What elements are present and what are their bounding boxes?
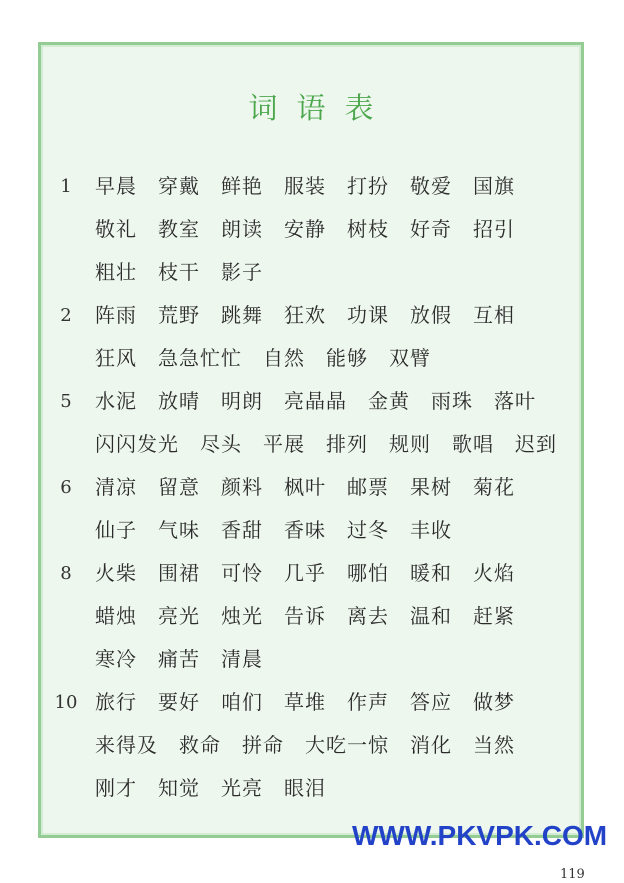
lesson-number: 1 [60, 176, 72, 197]
vocab-word: 打扮 [347, 174, 389, 198]
vocab-word: 树枝 [347, 217, 389, 241]
vocab-word: 招引 [473, 217, 515, 241]
vocab-word: 光亮 [221, 776, 263, 800]
vocab-word: 烛光 [221, 604, 263, 628]
vocab-word: 消化 [410, 733, 452, 757]
vocab-word: 服装 [284, 174, 326, 198]
vocab-word: 火柴 [95, 561, 137, 585]
vocab-word: 教室 [158, 217, 200, 241]
vocab-word: 规则 [389, 432, 431, 456]
vocab-word: 粗壮 [95, 260, 137, 284]
vocab-row [41, 251, 581, 294]
vocab-word: 告诉 [284, 604, 326, 628]
vocab-word: 果树 [410, 475, 452, 499]
page-number: 119 [560, 867, 585, 882]
vocab-word: 早晨 [95, 174, 137, 198]
vocab-word: 香味 [284, 518, 326, 542]
vocab-word: 功课 [347, 303, 389, 327]
lesson-number: 8 [60, 563, 72, 584]
vocab-row [41, 466, 581, 509]
vocab-word: 敬爱 [410, 174, 452, 198]
lesson-group-2 [41, 294, 581, 380]
lesson-group-10 [41, 681, 581, 810]
vocab-word: 留意 [158, 475, 200, 499]
vocab-word: 双臂 [389, 346, 431, 370]
vocab-row [41, 380, 581, 423]
vocab-word: 国旗 [473, 174, 515, 198]
vocab-word: 亮晶晶 [284, 389, 347, 413]
vocab-word: 知觉 [158, 776, 200, 800]
vocab-word: 温和 [410, 604, 452, 628]
vocab-word: 急急忙忙 [158, 346, 242, 370]
vocab-word: 暖和 [410, 561, 452, 585]
page-title: 词语表 [248, 91, 393, 125]
vocab-word: 几乎 [284, 561, 326, 585]
site-watermark: WWW.PKVPK.COM [352, 820, 608, 851]
vocab-word: 阵雨 [95, 303, 137, 327]
lesson-number: 10 [54, 692, 78, 713]
lesson-group-5 [41, 380, 581, 466]
vocab-word: 清晨 [221, 647, 263, 671]
vocab-row [41, 294, 581, 337]
vocab-word: 围裙 [158, 561, 200, 585]
vocab-word: 答应 [410, 690, 452, 714]
vocab-word: 尽头 [200, 432, 242, 456]
vocab-word: 排列 [326, 432, 368, 456]
vocab-word: 迟到 [515, 432, 557, 456]
lesson-group-6 [41, 466, 581, 552]
vocab-word: 痛苦 [158, 647, 200, 671]
vocab-word: 寒冷 [95, 647, 137, 671]
vocab-word: 雨珠 [431, 389, 473, 413]
vocab-row [41, 337, 581, 380]
vocab-row [41, 638, 581, 681]
vocab-word: 蜡烛 [95, 604, 137, 628]
vocab-word: 跳舞 [221, 303, 263, 327]
vocab-word: 朗读 [221, 217, 263, 241]
lesson-number: 5 [60, 391, 72, 412]
vocab-row [41, 552, 581, 595]
vocab-word: 赶紧 [473, 604, 515, 628]
vocab-word: 作声 [347, 690, 389, 714]
vocab-word: 狂欢 [284, 303, 326, 327]
lesson-number: 6 [60, 477, 72, 498]
vocab-word: 亮光 [158, 604, 200, 628]
vocab-word: 狂风 [95, 346, 137, 370]
lesson-group-8 [41, 552, 581, 681]
vocab-word: 敬礼 [95, 217, 137, 241]
vocab-word: 互相 [473, 303, 515, 327]
vocab-row [41, 595, 581, 638]
vocab-word: 平展 [263, 432, 305, 456]
vocab-word: 旅行 [95, 690, 137, 714]
vocab-row [41, 423, 581, 466]
vocab-word: 刚才 [95, 776, 137, 800]
vocab-word: 荒野 [158, 303, 200, 327]
vocab-word: 放晴 [158, 389, 200, 413]
vocab-word: 歌唱 [452, 432, 494, 456]
vocab-word: 仙子 [95, 518, 137, 542]
vocab-row [41, 509, 581, 552]
vocab-word: 金黄 [368, 389, 410, 413]
vocab-word: 丰收 [410, 518, 452, 542]
vocab-word: 离去 [347, 604, 389, 628]
vocab-word: 香甜 [221, 518, 263, 542]
vocab-word: 当然 [473, 733, 515, 757]
vocab-row [41, 165, 581, 208]
vocab-word: 清凉 [95, 475, 137, 499]
vocab-word: 气味 [158, 518, 200, 542]
vocab-word: 水泥 [95, 389, 137, 413]
vocab-word: 自然 [263, 346, 305, 370]
vocab-word: 闪闪发光 [95, 432, 179, 456]
vocab-word: 哪怕 [347, 561, 389, 585]
vocab-word: 要好 [158, 690, 200, 714]
vocab-row [41, 208, 581, 251]
word-list [41, 165, 581, 810]
vocab-word: 救命 [179, 733, 221, 757]
vocab-word: 枫叶 [284, 475, 326, 499]
vocab-word: 咱们 [221, 690, 263, 714]
vocab-word: 拼命 [242, 733, 284, 757]
vocab-word: 影子 [221, 260, 263, 284]
vocab-word: 菊花 [473, 475, 515, 499]
vocab-word: 过冬 [347, 518, 389, 542]
vocab-word: 眼泪 [284, 776, 326, 800]
vocab-word: 落叶 [494, 389, 536, 413]
word-list-frame [38, 42, 584, 838]
vocab-word: 颜料 [221, 475, 263, 499]
vocab-word: 鲜艳 [221, 174, 263, 198]
vocab-word: 枝干 [158, 260, 200, 284]
vocab-word: 能够 [326, 346, 368, 370]
vocab-word: 安静 [284, 217, 326, 241]
vocab-word: 草堆 [284, 690, 326, 714]
lesson-number: 2 [60, 305, 72, 326]
vocab-word: 火焰 [473, 561, 515, 585]
vocab-word: 邮票 [347, 475, 389, 499]
vocab-word: 放假 [410, 303, 452, 327]
vocab-word: 可怜 [221, 561, 263, 585]
lesson-group-1 [41, 165, 581, 294]
vocab-row [41, 724, 581, 767]
vocab-row [41, 681, 581, 724]
vocab-word: 做梦 [473, 690, 515, 714]
vocab-word: 来得及 [95, 733, 158, 757]
vocab-word: 穿戴 [158, 174, 200, 198]
vocab-row [41, 767, 581, 810]
vocab-word: 好奇 [410, 217, 452, 241]
vocab-word: 大吃一惊 [305, 733, 389, 757]
vocab-word: 明朗 [221, 389, 263, 413]
